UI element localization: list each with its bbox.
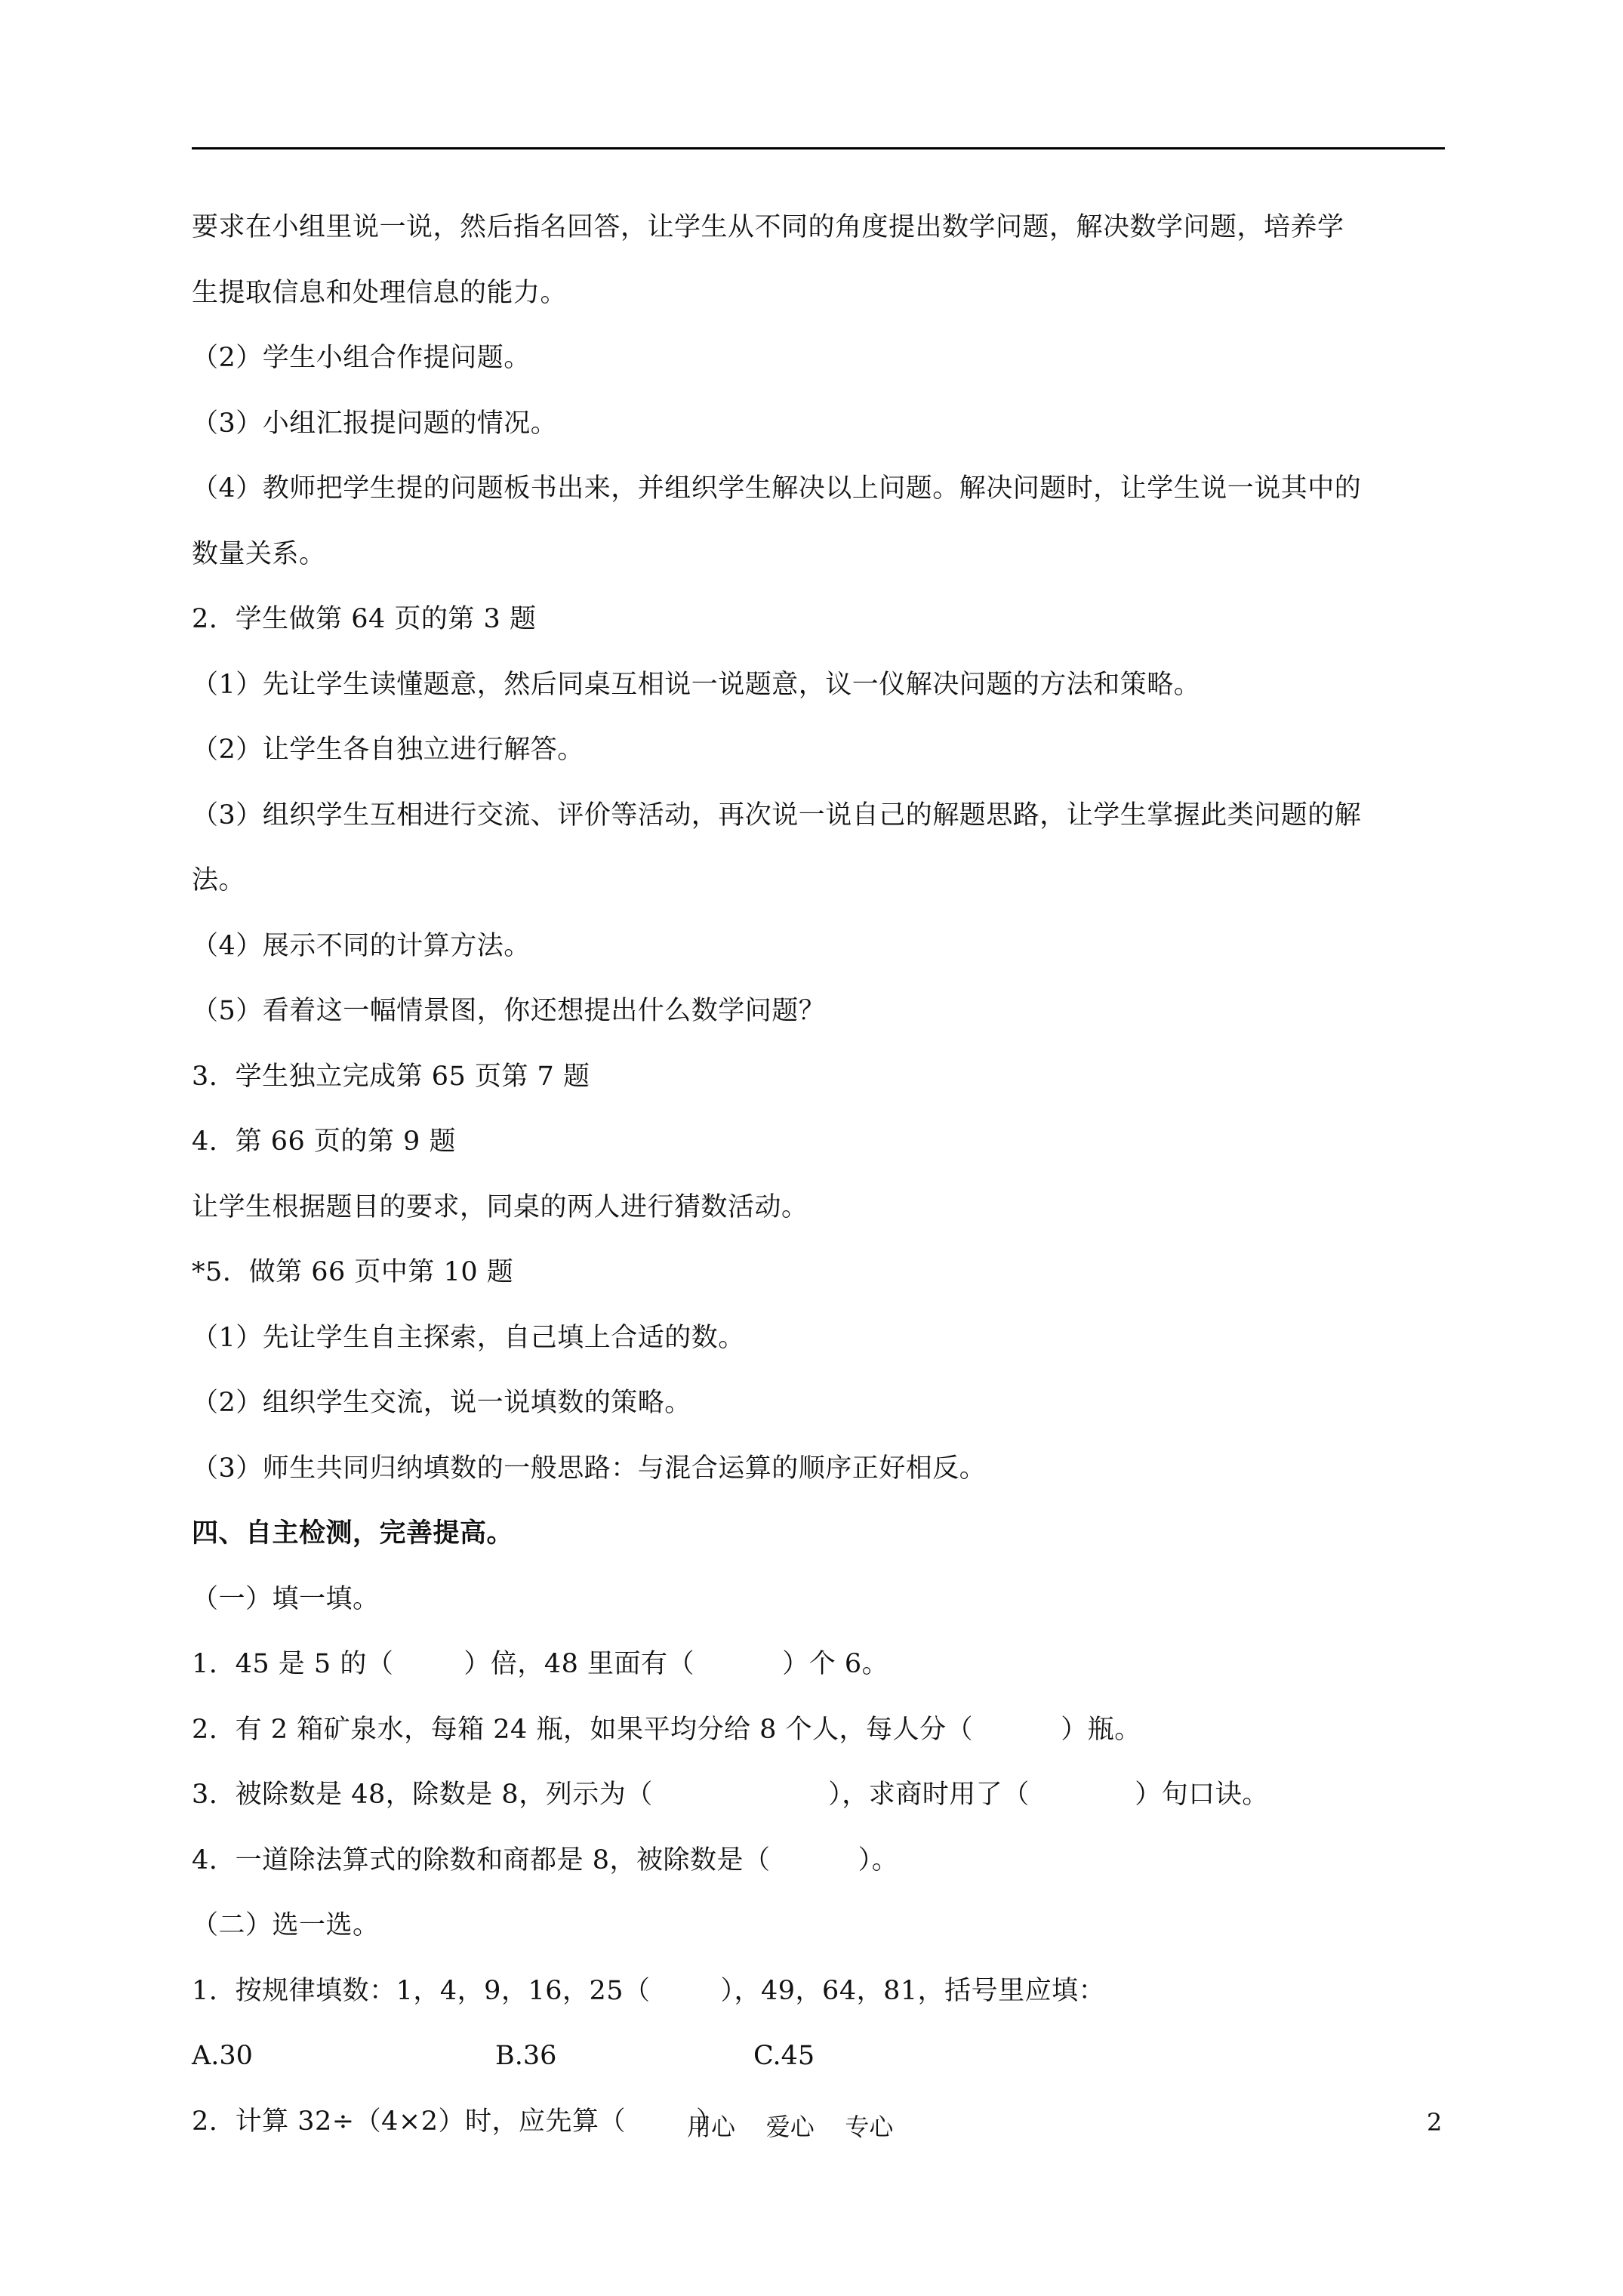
text-line: （3）组织学生互相进行交流、评价等活动，再次说一说自己的解题思路，让学生掌握此类问题的解 <box>192 800 1362 831</box>
text-line: *5. 做第 66 页中第 10 题 <box>192 1257 514 1287</box>
question-line: 3. 被除数是 48，除数是 8，列示为（ ），求商时用了（ ）句口诀。 <box>192 1780 1269 1810</box>
text-line: 让学生根据题目的要求，同桌的两人进行猜数活动。 <box>192 1191 808 1222</box>
text-line: 生提取信息和处理信息的能力。 <box>192 277 568 308</box>
option-a: A.30 <box>192 2041 253 2071</box>
text-line: （1）先让学生自主探索，自己填上合适的数。 <box>192 1322 745 1353</box>
text-line: （5）看着这一幅情景图，你还想提出什么数学问题？ <box>192 996 826 1026</box>
question-line: 4. 一道除法算式的除数和商都是 8，被除数是（ ）。 <box>192 1845 899 1875</box>
page-number: 2 <box>1427 2108 1443 2137</box>
text-line: 数量关系。 <box>192 538 326 569</box>
section-heading: 四、自主检测，完善提高。 <box>192 1518 514 1549</box>
footer-motto: 用心 爱心 专心 <box>687 2113 894 2141</box>
question-line: 2. 计算 32÷（4×2）时，应先算（ ） <box>192 2106 723 2137</box>
text-line: 法。 <box>192 865 246 895</box>
question-line: 1. 按规律填数：1，4，9，16，25（ ），49，64，81，括号里应填： <box>192 1975 1106 2006</box>
text-line: （3）小组汇报提问题的情况。 <box>192 408 558 439</box>
text-line: 2. 学生做第 64 页的第 3 题 <box>192 604 537 634</box>
text-line: （2）组织学生交流，说一说填数的策略。 <box>192 1388 691 1418</box>
text-line: 3. 学生独立完成第 65 页第 7 题 <box>192 1061 590 1092</box>
header-rule <box>192 147 1445 149</box>
text-line: （4）教师把学生提的问题板书出来，并组织学生解决以上问题。解决问题时，让学生说一说其中的 <box>192 473 1362 504</box>
text-line: （2）学生小组合作提问题。 <box>192 343 531 373</box>
document-body <box>192 195 1445 2154</box>
text-line: 4. 第 66 页的第 9 题 <box>192 1126 456 1157</box>
text-line: 要求在小组里说一说，然后指名回答，让学生从不同的角度提出数学问题，解决数学问题，培养学 <box>192 212 1344 242</box>
question-line: 1. 45 是 5 的（ ）倍，48 里面有（ ）个 6。 <box>192 1649 889 1679</box>
subsection-heading: （一）填一填。 <box>192 1583 380 1614</box>
answer-options <box>192 2023 1445 2089</box>
option-c: C.45 <box>753 2041 815 2071</box>
text-line: （2）让学生各自独立进行解答。 <box>192 735 584 765</box>
option-b: B.36 <box>495 2041 557 2071</box>
subsection-heading: （二）选一选。 <box>192 1910 380 1940</box>
text-line: （1）先让学生读懂题意，然后同桌互相说一说题意，议一仪解决问题的方法和策略。 <box>192 669 1201 700</box>
text-line: （3）师生共同归纳填数的一般思路：与混合运算的顺序正好相反。 <box>192 1453 987 1484</box>
text-line: （4）展示不同的计算方法。 <box>192 930 531 961</box>
question-line: 2. 有 2 箱矿泉水，每箱 24 瓶，如果平均分给 8 个人，每人分（ ）瓶。 <box>192 1714 1141 1745</box>
